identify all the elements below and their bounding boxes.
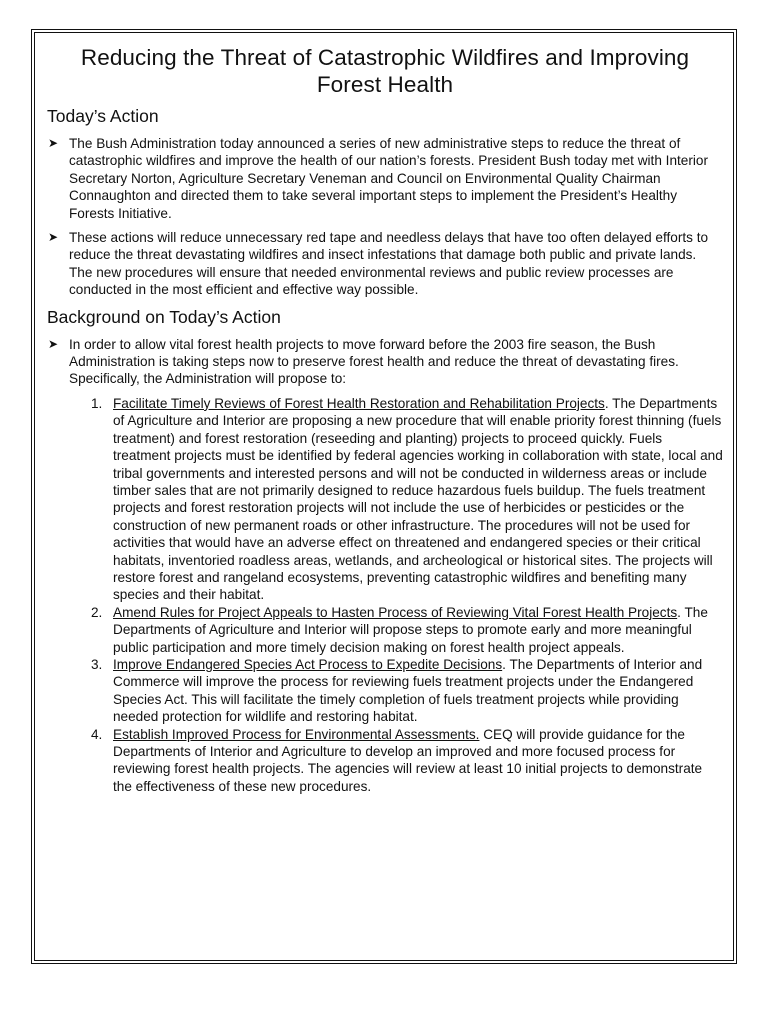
list-item bbox=[47, 229, 723, 299]
bullet-text: These actions will reduce unnecessary red tape and needless delays that have too often delayed efforts to reduce the threat devastating wildfires and insect infestations that damage both public and private lands. The new procedures will ensure that needed environmental reviews and public review processes are conducted in the most efficient and effective way possible. bbox=[69, 230, 709, 298]
list-item bbox=[47, 135, 723, 222]
proposal-list bbox=[69, 395, 723, 795]
item-number: 3. bbox=[91, 656, 103, 672]
document-title: Reducing the Threat of Catastrophic Wildfires and Improving Forest Health bbox=[80, 45, 690, 97]
proposal-title: Improve Endangered Species Act Process to Expedite Decisions bbox=[113, 656, 503, 672]
section-heading-background: Background on Today’s Action bbox=[47, 306, 281, 327]
list-item bbox=[47, 336, 723, 796]
item-number: 1. bbox=[91, 395, 103, 411]
proposal-text: CEQ will provide guidance for the Departments of Interior and Agriculture to develop an improved and more focused process for reviewing forest health projects. The agencies will review at least 10 initial projects to demonstrate the effectiveness of these new procedures. bbox=[113, 726, 703, 794]
proposal-text: . The Departments of Interior and Commerce will improve the process for reviewing fuels treatment projects under the Endangered Species Act. This will facilitate the timely completion of fuels treatment projects while providing needed protection for wildlife and restoring habitat. bbox=[113, 656, 703, 725]
arrow-bullet-icon: ➤ bbox=[48, 336, 59, 351]
proposal-text: . The Departments of Agriculture and Interior are proposing a new procedure that will enable priority forest thinning (fuels treatment) and forest restoration (reseeding and planting) projects to proceed quickly. Fuels treatment projects must be identified by federal agencies working in collaboration with state, local and tribal governments and interested persons and will not be conducted in wilderness areas or include timber sales that are not primarily designed to reduce hazardous fuels buildup. The fuels treatment projects and forest restoration projects will not include the use of herbicides or pesticides or the construction of new permanent roads or other infrastructure. The procedures will not be used for activities that would have an adverse effect on threatened and endangered species or their critical habitats, inventoried roadless areas, wetlands, and archeological or historical sites. The projects will restore forest and rangeland ecosystems, preventing catastrophic wildfires and benefiting many species and their habitat. bbox=[113, 395, 723, 603]
item-number: 2. bbox=[91, 604, 103, 620]
arrow-bullet-icon: ➤ bbox=[48, 136, 59, 150]
todays-action-list bbox=[47, 135, 723, 299]
proposal-item bbox=[69, 656, 723, 726]
proposal-item bbox=[69, 395, 723, 604]
proposal-item bbox=[69, 726, 723, 796]
proposal-text: . The Departments of Agriculture and Interior will propose steps to promote early and more meaningful public participation and more timely decision making on forest health project appeals. bbox=[113, 604, 708, 655]
background-list bbox=[47, 336, 723, 796]
section-heading-todays-action: Today’s Action bbox=[47, 106, 159, 126]
proposal-title: Amend Rules for Project Appeals to Hasten Process of Reviewing Vital Forest Health Projects bbox=[113, 604, 678, 620]
proposal-title: Facilitate Timely Reviews of Forest Health Restoration and Rehabilitation Projects bbox=[113, 395, 605, 411]
document-border bbox=[31, 29, 737, 964]
item-number: 4. bbox=[91, 726, 103, 742]
document-body bbox=[47, 44, 723, 802]
bullet-text: In order to allow vital forest health projects to move forward before the 2003 fire season, the Bush Administration is taking steps now to preserve forest health and reduce the threat of devastating fires. Specifically, the Administration will propose to: bbox=[69, 336, 679, 387]
bullet-text: The Bush Administration today announced a series of new administrative steps to reduce the threat of catastrophic wildfires and improve the health of our nation’s forests. President Bush today met with Interior Secretary Norton, Agriculture Secretary Veneman and Council on Environmental Quality Chairman Connaughton and directed them to take several important steps to implement the President’s Healthy Forests Initiative. bbox=[69, 136, 708, 221]
arrow-bullet-icon: ➤ bbox=[48, 230, 59, 245]
proposal-title: Establish Improved Process for Environmental Assessments. bbox=[113, 726, 480, 742]
proposal-item bbox=[69, 604, 723, 656]
